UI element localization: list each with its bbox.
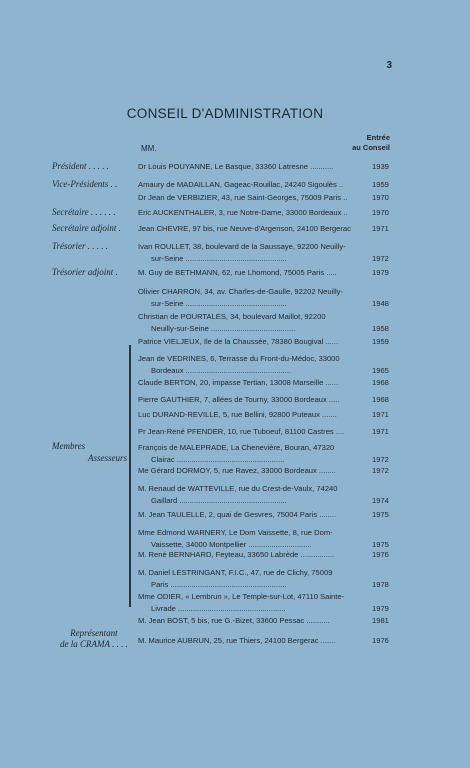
membres-assesseurs-label [52,440,127,464]
member-address-line: Clairac ................................................... [151,455,285,464]
entry-year: 1939 [372,162,389,171]
board-member-row [0,224,470,236]
entry-year: 1975 [372,540,389,549]
member-name-line: M. René BERNHARD, Feyteau, 33650 Labrède ................ [138,550,335,559]
entry-year: 1971 [372,410,389,419]
board-member-row [0,395,470,407]
role-label: Trésorier adjoint . [52,267,118,277]
entry-year: 1976 [372,550,389,559]
member-address-line: sur-Seine ................................................ [151,254,287,263]
board-member-row [0,592,470,616]
member-name-line: Amaury de MADAILLAN, Gageac-Rouillac, 24240 Sigoulès .. [138,180,344,189]
member-name-line: M. Jean BOST, 5 bis, rue G.-Bizet, 33600 Pessac ........... [138,616,330,625]
member-address-line: Bordeaux .................................................. [151,366,292,375]
member-name-line: Dr Louis POUYANNE, Le Basque, 33360 Latresne ........... [138,162,334,171]
entry-year: 1965 [372,366,389,375]
entry-year: 1968 [372,395,389,404]
entry-year: 1972 [372,466,389,475]
entry-year: 1971 [372,224,389,233]
board-member-row [0,208,470,220]
crama-label [60,628,128,650]
member-name-line: Eric AUCKENTHALER, 3, rue Notre-Dame, 33000 Bordeaux .. [138,208,348,217]
board-member-row [0,528,470,552]
member-address-line: Paris ....................................................... [151,580,287,589]
member-name-line: M. Daniel LESTRINGANT, F.I.C., 47, rue de Clichy, 75009 [138,568,333,577]
board-member-row [0,427,470,439]
board-member-row [0,193,470,205]
entry-year: 1974 [372,496,389,505]
board-member-row [0,466,470,478]
member-name-line: Luc DURAND-REVILLE, 5, rue Bellini, 92800 Puteaux ....... [138,410,337,419]
entry-year: 1979 [372,268,389,277]
board-member-row [0,337,470,349]
board-member-row [0,354,470,378]
member-address-line: Neuilly-sur-Seine ........................................ [151,324,296,333]
crama-label-line2: de la CRAMA . . . . [60,639,128,649]
member-address-line: Gaillard ................................................... [151,496,287,505]
entry-year: 1948 [372,299,389,308]
member-name-line: Pierre GAUTHIER, 7, allées de Tourny, 33000 Bordeaux ..... [138,395,340,404]
role-label: Président . . . . . [52,161,109,171]
board-member-row [0,378,470,390]
entry-year: 1978 [372,580,389,589]
entry-year: 1972 [372,254,389,263]
board-member-row [0,180,470,192]
board-member-row [0,268,470,280]
mm-header: MM. [141,144,157,153]
member-name-line: Pr Jean-René PFENDER, 10, rue Tuboeuf, 81100 Castres .... [138,427,345,436]
board-member-row [0,510,470,522]
member-name-line: Mme ODIER, « Lembrun », Le Temple-sur-Lot, 47110 Sainte- [138,592,345,601]
member-address-line: sur-Seine ................................................ [151,299,287,308]
entree-header-line1: Entrée [366,133,390,142]
member-name-line: Claude BERTON, 20, impasse Tertian, 13008 Marseille ...... [138,378,339,387]
member-name-line: M. Guy de BETHMANN, 62, rue Lhomond, 75005 Paris ..... [138,268,337,277]
entry-year: 1968 [372,378,389,387]
member-address-line: Livrade ................................................... [151,604,286,613]
member-name-line: M. Jean TAULELLE, 2, quai de Gesvres, 75004 Paris ........ [138,510,337,519]
board-member-row [0,312,470,336]
entree-header-line2: au Conseil [352,143,390,152]
member-name-line: Patrice VIELJEUX, Ile de la Chaussée, 78380 Bougival ...... [138,337,339,346]
board-member-row [0,410,470,422]
member-name-line: Olivier CHARRON, 34, av. Charles-de-Gaulle, 92202 Neuilly- [138,287,343,296]
board-member-row [0,616,470,628]
membres-assesseurs-bracket [129,345,131,607]
board-member-row [0,162,470,174]
entry-year: 1975 [372,510,389,519]
member-name-line: François de MALEPRADE, La Chenevière, Bouran, 47320 [138,443,335,452]
member-name-line: Jean CHEVRE, 97 bis, rue Neuve-d'Argenson, 24100 Bergerac [138,224,351,233]
page-title: CONSEIL D'ADMINISTRATION [126,106,324,121]
entry-year: 1970 [372,208,389,217]
board-member-row [0,550,470,562]
membres-label-line: Membres [52,441,86,451]
role-label: Secrétaire adjoint . [52,223,121,233]
role-label: Secrétaire . . . . . . [52,207,116,217]
page-number: 3 [386,60,392,71]
entry-year: 1981 [372,616,389,625]
member-name-line: Mme Edmond WARNERY, Le Dom Vaissette, 8, rue Dom- [138,528,333,537]
board-member-row [0,242,470,266]
member-name-line: Christian de POURTALES, 34, boulevard Maillot, 92200 [138,312,326,321]
role-label: Vice-Présidents . . [52,179,118,189]
entry-year: 1979 [372,604,389,613]
member-name-line: M. Renaud de WATTEVILLE, rue du Crest-de-Vaulx, 74240 [138,484,338,493]
member-name-line: Ivan ROULLET, 38, boulevard de la Saussaye, 92200 Neuilly- [138,242,346,251]
entry-year: 1971 [372,427,389,436]
member-name-line: M. Maurice AUBRUN, 25, rue Thiers, 24100 Bergerac ....... [138,636,336,645]
entry-year: 1972 [372,455,389,464]
entry-year: 1970 [372,193,389,202]
member-name-line: Jean de VEDRINES, 6, Terrasse du Front-du-Médoc, 33000 [138,354,340,363]
board-member-row [0,484,470,508]
crama-label-line1: Représentant [70,628,118,638]
entry-year: 1958 [372,324,389,333]
role-label: Trésorier . . . . . [52,241,109,251]
entry-year: 1959 [372,180,389,189]
assesseurs-label-line: Assesseurs [88,453,128,463]
board-member-row [0,287,470,311]
member-name-line: Dr Jean de VERBIZIER, 43, rue Saint-Georges, 75009 Paris .. [138,193,348,202]
member-address-line: Vaissette, 34000 Montpellier .............................. [151,540,312,549]
entry-year: 1959 [372,337,389,346]
board-member-row [0,568,470,592]
member-name-line: Me Gérard DORMOY, 5, rue Ravez, 33000 Bordeaux ........ [138,466,336,475]
entry-year: 1976 [372,636,389,645]
